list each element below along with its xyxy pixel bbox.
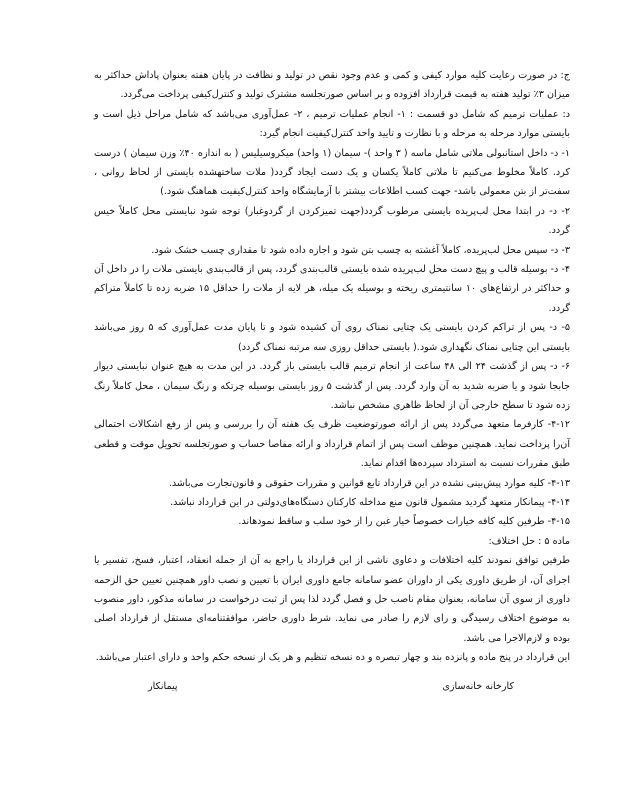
repair-step-2-moisten: ۲- د- در ابتدا محل لب‌پریده بایستی مرطوب گردد(جهت تمیزکردن از گردوغبار) توجه شود نبایستی محل کاملاً خیس گردد. [94,205,570,237]
clause-4-15-waiver: ۴-۱۵- طرفین کلیه کافه خیارات خصوصاً خیار غبن را از خود سلب و ساقط نمودهاند. [238,516,570,528]
contract-body [94,66,570,668]
clause-4-13-law: ۴-۱۳- کلیه موارد پیش‌بینی نشده در این قرارداد تابع قوانین و مقررات حقوقی و قانون‌تجارت می‌باشد. [168,477,570,489]
repair-step-3-glue: ۳- د- سپس محل لب‌پریده، کاملاً آغشته به چسب بتن شود و اجازه داده شود تا مقداری چسب خشک شود. [151,244,570,256]
signature-block [94,681,570,701]
repair-step-5-curing: ۵- د- پس از تراکم کردن بایستی یک چتایی نمناک روی آن کشیده شود و تا پایان مدت عمل‌آوری که ۵ روز می‌باشد بایستی این چتایی نمناک نگهداری شود.( بایستی حداقل روزی سه مرتبه نمناک گردد) [94,322,570,353]
repair-step-1-mortar: ۱- د- داخل استانبولی ملاتی شامل ماسه ( ۳ واحد )- سیمان (۱ واحد) میکروسیلیس ( به اندازه ۴۰٪ وزن سیمان ) درست کرد. کاملاً مخلوط می‌کنیم تا ملاتی کاملاً یکسان و یک دست ایجاد گردد( ملات ساختهشده بایستی از لحاظ روانی ، سفت‌تر از بتن معمولی باشد- جهت کسب اطلاعات بیشتر با آزمایشگاه واحد کنترل‌کیفیت هماهنگ شود.) [94,147,571,198]
contractor-signature-label: پیمانکار [148,681,178,692]
article-5-heading: ماده ۵ : حل اختلاف: [488,535,570,547]
employer-signature-label: کارخانه خانه‌سازی [442,681,514,692]
article-5-arbitration: طرفین توافق نمودند کلیه اختلافات و دعاوی ناشی از این قرارداد یا راجع به آن از جمله انعقاد، اعتبار، فسخ، تفسیر یا اجرای آن، از طریق داوری یکی از داوران عضو سامانه جامع داوری ایران با تعیین و نصب داور همچنین تعیین حق الزحمه داوری از سوی آن سامانه، بعنوان مقام ناصب حل و فصل گردد لذا پس از ثبت درخواست در سامانه مذکور، داور منصوب به موضوع اختلاف رسیدگی و رای لازم را صادر می نماید. شرط داوری حاضر، موافقتنامه‌ای مستقل از قرارداد اصلی بوده و لازم‌الاجرا می باشد. [94,555,570,644]
closing-statement: این قرارداد در پنج ماده و پانزده بند و چهار تبصره و ده نسخه تنظیم و هر یک از نسخه حکم واحد و دارای اعتبار می‌باشد. [95,652,570,664]
repair-step-6-finish: ۶- د- پس از گذشت ۲۴ الی ۴۸ ساعت از انجام ترمیم قالب بایستی باز گردد. در این مدت به هیچ عنوان نبایستی دیوار جابجا شود و یا ضربه شدید به آن وارد گردد. پس از گذشت ۵ روز بایستی بوسیله چرتکه و رنگ سیمان ، محل کاملاً رنگ زده شود تا سطح خارجی آن از لحاظ ظاهری مشخص نباشد. [94,361,570,411]
clause-d-repair-intro: د: عملیات ترمیم که شامل دو قسمت : ۱- انجام عملیات ترمیم ، ۲- عمل‌آوری می‌باشد که شامل مراحل ذیل است و بایستی موارد مرحله به مرحله و با نظارت و تایید واحد کنترل‌کیفیت انجام گیرد: [94,108,570,140]
clause-4-14-prohibition: ۴-۱۴- پیمانکار متعهد گردید مشمول قانون منع مداخله کارکنان دستگاه‌های‌دولتی در این قرارداد نباشد. [170,496,570,508]
clause-c-bonus: ج: در صورت رعایت کلیه موارد کیفی و کمی و عدم وجود نقص در تولید و نظافت در پایان هفته بعنوان پاداش حداکثر به میزان ۳٪ تولید هفته به قیمت قرارداد افزوده و بر اساس صورتجلسه مشترک تولید و کنترل‌کیفی پرداخت می‌گردد. [94,70,570,101]
clause-4-12-payment: ۴-۱۲- کارفرما متعهد می‌گردد پس از ارائه صورتوضعیت ظرف یک هفته آن را بررسی و پس از رفع اشکالات احتمالی آن‌را پرداخت نماید. همچنین موظف است پس از اتمام قرارداد و ارائه مفاصا حساب و صورتجلسه تحویل موقت و قطعی طبق مقررات نسبت به استرداد سپرده‌ها اقدام نماید. [94,419,570,470]
repair-step-4-formwork: ۴- د- بوسیله قالب و پیچ دست محل لب‌پریده شده بایستی قالب‌بندی گردد، پس از قالب‌بندی بایستی ملات را در داخل آن و حداکثر در ارتفاع‌های ۱۰ سانتیمتری ریخته و بوسیله یک میله، هر لایه از ملات را حداقل ۱۵ ضربه زده تا کاملاً متراکم گردد. [94,264,570,314]
